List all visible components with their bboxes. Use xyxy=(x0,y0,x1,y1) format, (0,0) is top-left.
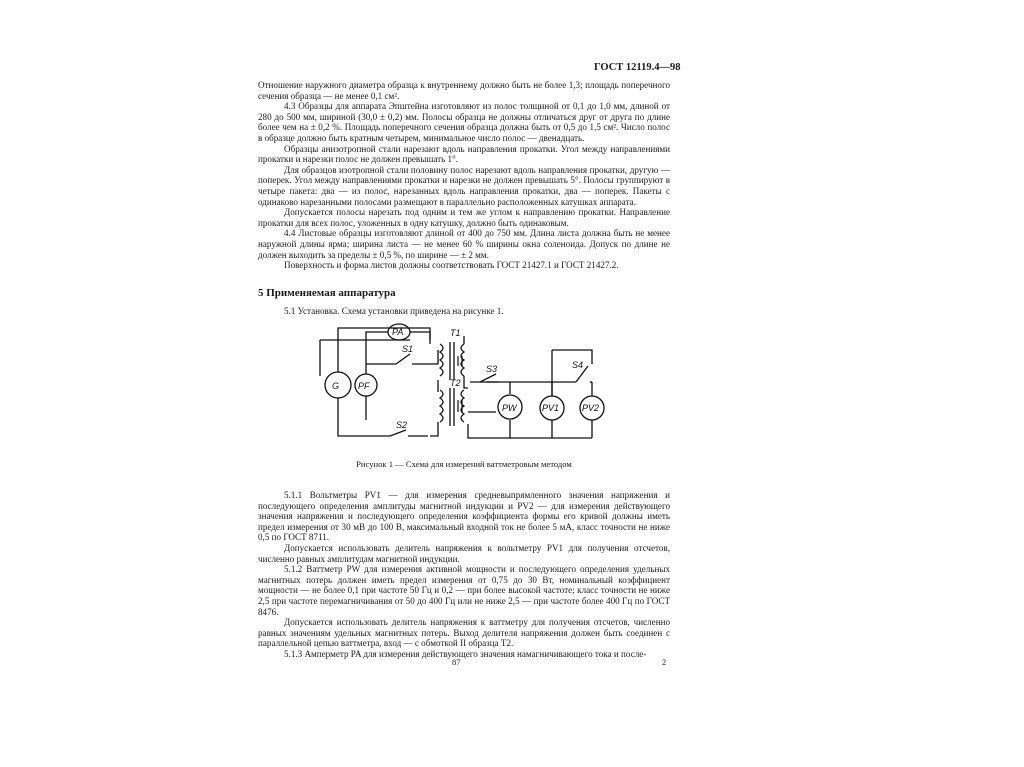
label-t1: T1 xyxy=(450,328,461,338)
wire xyxy=(470,382,510,394)
label-s4: S4 xyxy=(572,360,584,370)
label-s3: S3 xyxy=(486,364,498,374)
wire xyxy=(338,398,390,436)
label-s2: S2 xyxy=(396,420,408,430)
paragraph: Отношение наружного диаметра образца к внутреннему должно быть не более 1,3; площадь поперечного сечения образца — не менее 0,1 см². xyxy=(258,80,670,101)
paragraph: Для образцов изотропной стали половину полос нарезают вдоль направления прокатки, другую — поперек. Угол между направлениями прокатки и нарезки не должен превышать 5°. Полосы группируют в четыре пакета: два — из полос, нарезанных вдоль направления прокатки, два — поперек. Пакеты с одинаково нарезанными полосами размещают в параллельно расположенных катушках аппарата. xyxy=(258,164,670,207)
paragraph: Допускается использовать делитель напряжения к ваттметру для получения отсчетов, численно равных значениям удельных магнитных потерь. Выход делителя напряжения должен быть соединен с параллельной цепью ваттметра, вход — с обмоткой II образца Т2. xyxy=(258,617,670,649)
wire xyxy=(338,328,430,372)
paragraph: Образцы анизотропной стали нарезают вдоль направления прокатки. Угол между направлениями прокатки и нарезки полос не должен превышать 1°. xyxy=(258,143,670,165)
label-pa: PA xyxy=(392,327,404,337)
top-text-block xyxy=(258,80,670,271)
document-code: ГОСТ 12119.4—98 xyxy=(594,62,681,73)
label-pv1: PV1 xyxy=(542,403,560,413)
paragraph: 5.1.3 Амперметр PA для измерения действующего значения намагничивающего тока и после- xyxy=(284,648,647,659)
s3-blade xyxy=(480,374,496,382)
label-g: G xyxy=(332,381,340,391)
label-pw: PW xyxy=(502,403,517,413)
paragraph: Допускается использовать делитель напряжения к вольтметру PV1 для получения отсчетов, численно равных амплитудам магнитной индукции. xyxy=(258,542,670,564)
s1-blade xyxy=(396,354,410,364)
paragraph: 5.1 Установка. Схема установки приведена на рисунке 1. xyxy=(284,306,504,316)
label-pf: PF xyxy=(358,381,370,391)
wire xyxy=(410,332,430,344)
intro-text xyxy=(258,306,670,317)
page-number-right: 2 xyxy=(662,657,667,667)
label-s1: S1 xyxy=(402,344,414,354)
paragraph: 4.3 Образцы для аппарата Эпштейна изготовляют из полос толщиной от 0,1 до 1,0 мм, длиной от 280 до 500 мм, шириной (30,0 ± 0,2) мм. Полосы образца не должны отличаться друг от друга по длине более чем на ± 0,2 %. Площадь поперечного сечения образца должна быть от 0,5 до 1,5 см². Число полос в образце должно быть кратным четырем, минимальное число полос — двенадцать. xyxy=(258,101,670,143)
bottom-text-block xyxy=(258,490,670,660)
paragraph: 4.4 Листовые образцы изготовляют длиной от 400 до 750 мм. Длина листа должна быть не менее наружной длины ярма; ширина листа — не менее 60 % ширины окна соленоида. Допуск по длине не должен выходить за пределы ± 0,5 %, по ширине — ± 2 мм. xyxy=(258,228,670,260)
page-number-center: 87 xyxy=(452,657,461,667)
label-t2: T2 xyxy=(450,378,461,388)
wire xyxy=(468,420,510,438)
figure-caption: Рисунок 1 — Схема для измерений ваттметровым методом xyxy=(356,459,572,469)
paragraph: 5.1.2 Ваттметр PW для измерения активной мощности и последующего определения удельных магнитных потерь должен иметь предел измерения от 0,75 до 30 Вт, номинальный коэффициент мощности — не более 0,1 при частоте 50 Гц и 0,2 — при более высокой частоте; класс точности не ниже 2,5 при частоте перемагничивания от 50 до 400 Гц или не ниже 2,5 — при частоте более 400 Гц по ГОСТ 8476. xyxy=(258,564,670,617)
t2-primary xyxy=(440,390,443,422)
t1-primary xyxy=(440,344,443,376)
paragraph: Допускается полосы нарезать под одним и тем же углом к направлению прокатки. Направление прокатки для всех полос, уложенных в одну катушку, должно быть одинаковым. xyxy=(258,207,670,228)
wire xyxy=(430,422,438,436)
circuit-diagram xyxy=(310,320,610,452)
paragraph: Поверхность и форма листов должны соответствовать ГОСТ 21427.1 и ГОСТ 21427.2. xyxy=(284,260,619,271)
label-pv2: PV2 xyxy=(582,403,600,413)
s2-blade xyxy=(390,430,406,436)
section-heading: 5 Применяемая аппаратура xyxy=(258,287,396,299)
paragraph: 5.1.1 Вольтметры PV1 — для измерения средневыпрямленного значения напряжения и последующего определения амплитуды магнитной индукции и PV2 — для измерения действующего значения напряжения и последующего определения коэффициента формы его кривой должны иметь предел измерения от 30 мВ до 100 В, максимальный входной ток не более 5 мА, класс точности не ниже 0,5 по ГОСТ 8711. xyxy=(258,490,670,543)
wire xyxy=(412,350,438,364)
wire xyxy=(366,332,388,340)
